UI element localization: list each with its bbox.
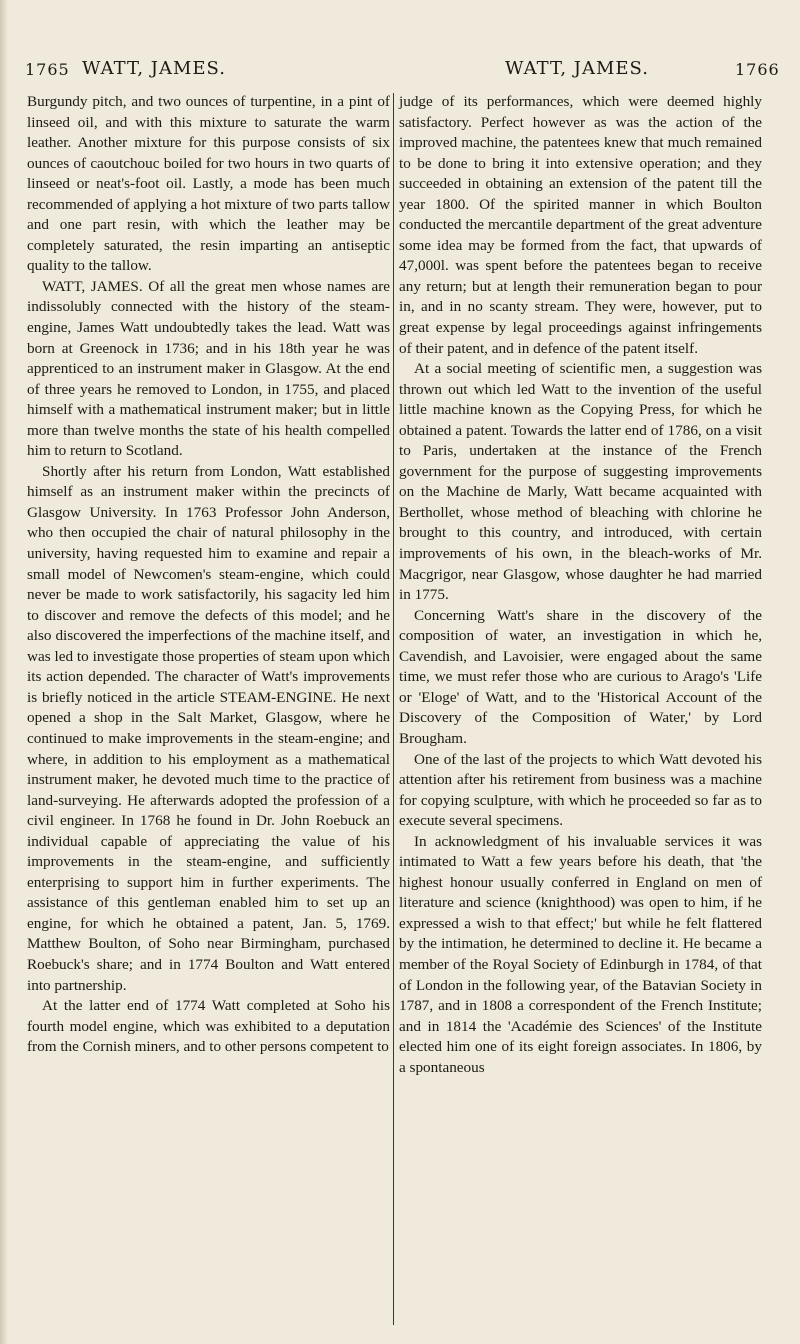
paragraph: WATT, JAMES. Of all the great men whose names are indissolubly connected with the history of the steam-engine, James Watt undoubtedly takes the lead. Watt was born at Greenock in 1736; and in his 18th year he was apprenticed to an instrument maker in Glasgow. At the end of three years he removed to London, in 1755, and placed himself with a mathematical instrument maker; but in little more than twelve months the state of his health compelled him to return to Scotland. [27,277,390,460]
left-page-number: 1765 [25,60,70,79]
left-column [27,92,390,1058]
paragraph: At the latter end of 1774 Watt completed at Soho his fourth model engine, which was exhibited to a deputation from the Cornish miners, and to other persons competent to [27,997,390,1056]
right-column [399,92,762,1078]
paragraph: At a social meeting of scientific men, a suggestion was thrown out which led Watt to the invention of the useful little machine known as the Copying Press, for which he obtained a patent. Towards the latter end of 1786, on a visit to Paris, undertaken at the instance of the French government for the purpose of suggesting improvements on the Machine de Marly, Watt became acquainted with Berthollet, whose method of bleaching with chlorine he brought to this country, and introduced, with certain improvements of his own, in the bleach-works of Mr. Macgrigor, near Glasgow, whose daughter he had married in 1775. [399,360,762,604]
right-running-head: WATT, JAMES. [505,58,649,79]
page-edge-shadow [0,0,8,1344]
left-running-head: WATT, JAMES. [82,58,226,79]
paragraph: Burgundy pitch, and two ounces of turpentine, in a pint of linseed oil, and with this mixture to saturate the warm leather. Another mixture for this purpose consists of six ounces of caoutchouc boiled for two hours in two quarts of linseed or neat's-foot oil. Lastly, a mode has been much recommended of applying a hot mixture of two parts tallow and one part resin, with which the leather may be completely saturated, the resin imparting an antiseptic quality to the tallow. [27,93,390,275]
paragraph: judge of its performances, which were deemed highly satisfactory. Perfect however as was the action of the improved machine, the patentees knew that much remained to be done to bring it into extensive operation; and they succeeded in obtaining an extension of the patent till the year 1800. Of the spirited manner in which Boulton conducted the mercantile department of the great adventure some idea may be formed from the fact, that upwards of 47,000l. was spent before the patentees began to receive any return; but at length their remuneration began to pour in, and in no scanty stream. They were, however, put to great expense by legal proceedings against infringements of their patent, and in defence of the patent itself. [399,93,762,357]
paragraph: One of the last of the projects to which Watt devoted his attention after his retirement from business was a machine for copying sculpture, with which he proceeded so far as to execute several specimens. [399,750,762,830]
paragraph: Shortly after his return from London, Watt established himself as an instrument maker within the precincts of Glasgow University. In 1763 Professor John Anderson, who then occupied the chair of natural philosophy in the university, having requested him to examine and repair a small model of Newcomen's steam-engine, which could never be made to work satisfactorily, his sagacity led him to discover and remove the defects of this model; and he also discovered the imperfections of the machine itself, and was led to investigate those properties of steam upon which its action depended. The character of Watt's improvements is briefly noticed in the article STEAM-ENGINE. He next opened a shop in the Salt Market, Glasgow, where he continued to make improvements in the steam-engine; and where, in addition to his employment as a mathematical instrument maker, he devoted much time to the practice of land-surveying. He afterwards adopted the profession of a civil engineer. In 1768 he found in Dr. John Roebuck an individual capable of appreciating the value of his improvements in the steam-engine, and sufficiently enterprising to support him in further experiments. The assistance of this gentleman enabled him to set up an engine, for which he obtained a patent, Jan. 5, 1769. Matthew Boulton, of Soho near Birmingham, purchased Roebuck's share; and in 1774 Boulton and Watt entered into partnership. [27,462,390,994]
paragraph: Concerning Watt's share in the discovery of the composition of water, an investigation in which he, Cavendish, and Lavoisier, were engaged about the same time, we must refer those who are curious to Arago's 'Life or 'Eloge' of Watt, and to the 'Historical Account of the Discovery of the Composition of Water,' by Lord Brougham. [399,606,762,747]
right-page-number: 1766 [735,60,780,79]
column-divider [393,93,394,1325]
paragraph: In acknowledgment of his invaluable services it was intimated to Watt a few years before his death, that 'the highest honour usually conferred in England on men of literature and science (knighthood) was open to him, if he expressed a wish to that effect;' but while he felt flattered by the intimation, he determined to decline it. He became a member of the Royal Society of Edinburgh in 1784, of that of London in the following year, of the Batavian Society in 1787, and in 1808 a correspondent of the French Institute; and in 1814 the 'Académie des Sciences' of the Institute elected him one of its eight foreign associates. In 1806, by a spontaneous [399,832,762,1076]
